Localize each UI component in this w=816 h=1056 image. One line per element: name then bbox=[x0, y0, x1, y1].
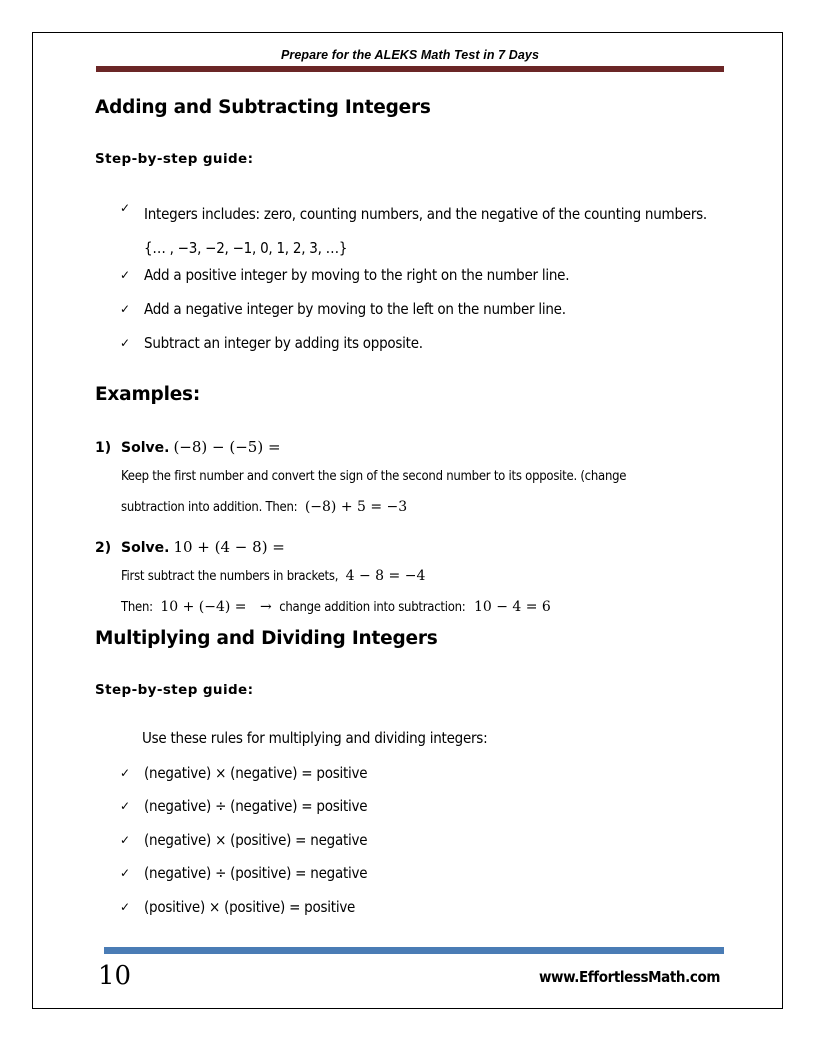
page-number: 10 bbox=[98, 961, 132, 991]
example-1-detail-line-1: Keep the first number and convert the sign of the second number to its opposite. (change bbox=[121, 469, 627, 484]
list-item-label: Integers includes: zero, counting numbers, and the negative of the counting numbers. {… , −3, −2, −1, 0, 1, 2, 3, …} bbox=[144, 205, 707, 257]
list-item bbox=[120, 896, 355, 918]
example-1-detail-2-prefix: subtraction into addition. Then: bbox=[121, 500, 298, 515]
running-header-title: Prepare for the ALEKS Math Test in 7 Days bbox=[280, 48, 540, 62]
list-item bbox=[120, 197, 729, 265]
header-rule-maroon bbox=[96, 66, 724, 72]
example-number: 2) bbox=[95, 540, 112, 556]
example-item-2 bbox=[95, 538, 285, 556]
check-icon: ✓ bbox=[120, 866, 131, 880]
rules-intro-text: Use these rules for multiplying and dividing integers: bbox=[142, 729, 488, 747]
list-item bbox=[120, 264, 569, 286]
website-url: www.EffortlessMath.com bbox=[538, 968, 720, 986]
list-item bbox=[120, 829, 367, 851]
check-icon: ✓ bbox=[120, 799, 131, 813]
check-icon: ✓ bbox=[120, 201, 131, 215]
example-1-detail-2-math: (−8) + 5 = −3 bbox=[304, 499, 408, 515]
example-item-1 bbox=[95, 438, 281, 456]
subheading-step-by-step-guide-1: Step-by-step guide: bbox=[95, 151, 254, 167]
check-icon: ✓ bbox=[120, 833, 131, 847]
list-item-label: (negative) × (negative) = positive bbox=[144, 764, 368, 782]
list-item-label: (negative) ÷ (positive) = negative bbox=[144, 864, 368, 882]
list-item bbox=[120, 762, 367, 784]
list-item bbox=[120, 332, 423, 354]
list-item-label: Add a positive integer by moving to the right on the number line. bbox=[144, 266, 570, 284]
examples-heading: Examples: bbox=[95, 384, 201, 405]
example-solve-label: Solve. bbox=[121, 540, 170, 556]
check-icon: ✓ bbox=[120, 766, 131, 780]
list-item-label: Subtract an integer by adding its opposite. bbox=[144, 334, 423, 352]
example-1-detail-line-2 bbox=[121, 499, 407, 515]
list-item bbox=[120, 795, 367, 817]
example-expression: (−8) − (−5) = bbox=[173, 438, 281, 456]
example-2-detail-1-prefix: First subtract the numbers in brackets, bbox=[121, 569, 339, 584]
check-icon: ✓ bbox=[120, 268, 131, 282]
check-icon: ✓ bbox=[120, 336, 131, 350]
list-item-label: Add a negative integer by moving to the left on the number line. bbox=[144, 300, 566, 318]
list-item-label: (negative) × (positive) = negative bbox=[144, 831, 368, 849]
arrow-icon: → bbox=[259, 599, 272, 615]
list-item bbox=[120, 862, 367, 884]
example-2-detail-1-math: 4 − 8 = −4 bbox=[345, 568, 426, 584]
example-2-detail-line-2 bbox=[121, 599, 551, 615]
section-heading-multiplying-dividing-integers: Multiplying and Dividing Integers bbox=[95, 628, 438, 649]
example-2-detail-line-1 bbox=[121, 568, 425, 584]
example-2-detail-2-mid: change addition into subtraction: bbox=[279, 600, 466, 615]
example-2-detail-2-prefix: Then: bbox=[121, 600, 153, 615]
list-item-label: (positive) × (positive) = positive bbox=[144, 898, 356, 916]
list-item-label: (negative) ÷ (negative) = positive bbox=[144, 797, 368, 815]
section-heading-adding-subtracting-integers: Adding and Subtracting Integers bbox=[95, 97, 431, 118]
example-solve-label: Solve. bbox=[121, 440, 170, 456]
example-expression: 10 + (4 − 8) = bbox=[173, 538, 285, 556]
subheading-step-by-step-guide-2: Step-by-step guide: bbox=[95, 682, 254, 698]
example-2-detail-2-math-b: 10 − 4 = 6 bbox=[473, 599, 551, 615]
footer-rule-blue bbox=[104, 947, 724, 954]
list-item bbox=[120, 298, 566, 320]
check-icon: ✓ bbox=[120, 900, 131, 914]
example-2-detail-2-math-a: 10 + (−4) = bbox=[160, 599, 247, 615]
example-number: 1) bbox=[95, 440, 112, 456]
check-icon: ✓ bbox=[120, 302, 131, 316]
